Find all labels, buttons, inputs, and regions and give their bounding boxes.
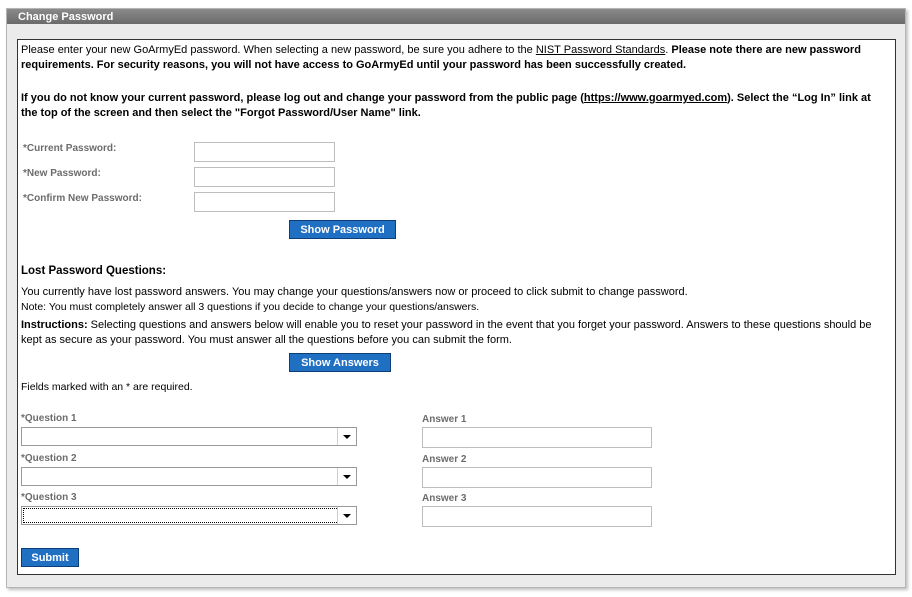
instructions-paragraph xyxy=(21,318,889,348)
question-3-select[interactable] xyxy=(21,506,357,525)
show-password-button[interactable]: Show Password xyxy=(289,220,396,239)
current-password-input[interactable] xyxy=(194,142,335,162)
new-password-label: *New Password: xyxy=(23,168,101,179)
intro-text-end: . xyxy=(665,44,672,56)
intro-notice: Please note there are new password requirements. For security reasons, you will not have access to GoArmyEd until your password has been successfully created. xyxy=(21,44,861,71)
instructions-text: Selecting questions and answers below will enable you to reset your password in the event that you forget your password. Answers to these questions should be kept as secure as your password. You must answer all the questions before you can submit the form. xyxy=(21,319,872,346)
answer-1-label: Answer 1 xyxy=(422,414,467,425)
lost-answers-notice: You currently have lost password answers. You may change your questions/answers now or proceed to click submit to change password. xyxy=(21,286,688,298)
question-1-select[interactable] xyxy=(21,427,357,446)
confirm-password-label: *Confirm New Password: xyxy=(23,193,142,204)
question-2-label: *Question 2 xyxy=(21,453,77,464)
required-fields-note: Fields marked with an * are required. xyxy=(21,381,193,393)
show-answers-button[interactable]: Show Answers xyxy=(289,353,391,372)
nist-standards-link[interactable]: NIST Password Standards xyxy=(535,44,666,56)
change-password-dialog xyxy=(6,8,906,588)
chevron-down-icon[interactable] xyxy=(337,507,356,524)
answer-2-label: Answer 2 xyxy=(422,454,467,465)
intro-paragraph-2 xyxy=(21,91,889,121)
intro-text: Please enter your new GoArmyEd password. When selecting a new password, be sure you adhere to the xyxy=(21,44,536,56)
current-password-label: *Current Password: xyxy=(23,143,117,154)
new-password-input[interactable] xyxy=(194,167,335,187)
chevron-down-icon[interactable] xyxy=(337,428,356,445)
answer-3-label: Answer 3 xyxy=(422,493,467,504)
question-1-label: *Question 1 xyxy=(21,413,77,424)
lost-answers-note: Note: You must completely answer all 3 questions if you decide to change your questions/answers. xyxy=(21,301,480,313)
instructions-label: Instructions: xyxy=(21,319,88,331)
intro2-text: If you do not know your current password, please log out and change your password from the public page ( xyxy=(21,92,584,104)
intro2-text-end: ). Select the “Log In” link at the top of the screen and then select the "Forgot Password/User Name" link. xyxy=(21,92,871,119)
submit-button[interactable]: Submit xyxy=(21,548,79,567)
goarmyed-link[interactable]: https://www.goarmyed.com xyxy=(583,92,728,104)
answer-1-input[interactable] xyxy=(422,427,652,448)
answer-3-input[interactable] xyxy=(422,506,652,527)
dialog-content xyxy=(17,39,896,575)
question-2-select[interactable] xyxy=(21,467,357,486)
question-3-label: *Question 3 xyxy=(21,492,77,503)
intro-paragraph-1 xyxy=(21,43,889,73)
confirm-password-input[interactable] xyxy=(194,192,335,212)
lost-questions-heading: Lost Password Questions: xyxy=(21,265,167,277)
dialog-title: Change Password xyxy=(7,9,905,24)
chevron-down-icon[interactable] xyxy=(337,468,356,485)
answer-2-input[interactable] xyxy=(422,467,652,488)
